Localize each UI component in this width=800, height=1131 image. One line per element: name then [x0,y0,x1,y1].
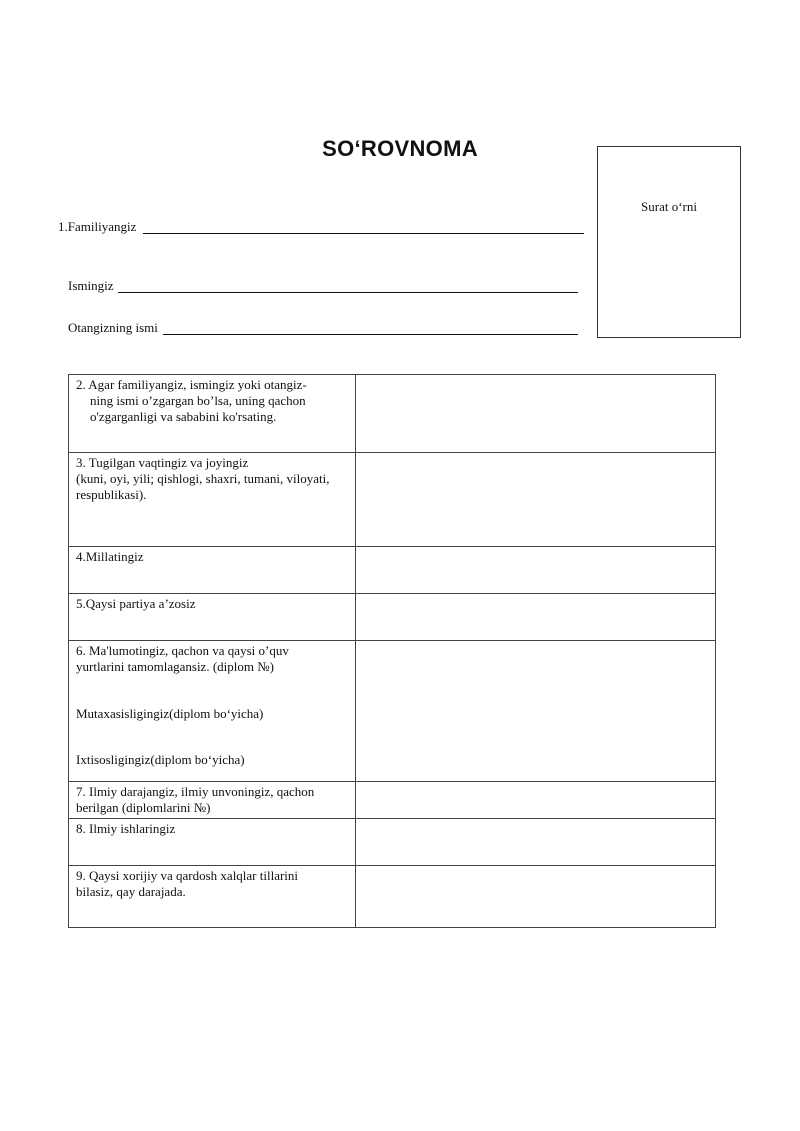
question-text: 8. Ilmiy ishlaringiz [76,821,176,836]
question-text: respublikasi). [76,487,147,502]
question-cell [69,375,356,453]
table-row [69,375,716,453]
question-cell [69,453,356,547]
photo-placeholder [597,146,741,338]
answer-cell[interactable] [356,819,716,866]
page-title: SO‘ROVNOMA [322,136,478,161]
question-text: 4.Millatingiz [76,549,144,564]
table-row [69,782,716,819]
patronymic-input-line[interactable] [163,334,578,335]
question-text: 6. Ma'lumotingiz, qachon va qaysi o’quv [76,643,289,658]
answer-cell[interactable] [356,594,716,641]
name-label: Ismingiz [68,278,114,293]
question-text: 2. Agar familiyangiz, ismingiz yoki otangiz- [76,377,307,392]
question-cell [69,866,356,928]
questionnaire-table [68,374,716,928]
question-cell [69,547,356,594]
table-row [69,594,716,641]
question-text: yurtlarini tamomlagansiz. (diplom №) [76,659,274,674]
patronymic-label: Otangizning ismi [68,320,158,335]
question-text: (kuni, oyi, yili; qishlogi, shaxri, tumani, viloyati, [76,471,330,486]
question-text: 5.Qaysi partiya a’zosiz [76,596,196,611]
question-text: 9. Qaysi xorijiy va qardosh xalqlar tillarini [76,868,299,883]
question-text: o'zgarganligi va sababini ko'rsating. [90,409,277,424]
question-cell [69,594,356,641]
table-row [69,819,716,866]
name-input-line[interactable] [118,292,578,293]
question-cell [69,819,356,866]
question-text: 3. Tugilgan vaqtingiz va joyingiz [76,455,249,470]
surname-label: 1.Familiyangiz [58,219,137,234]
specialty-label: Mutaxasisligingiz(diplom bo‘yicha) [76,706,264,721]
answer-cell[interactable] [356,375,716,453]
surname-input-line[interactable] [143,233,584,234]
question-text: berilgan (diplomlarini №) [76,800,211,815]
question-text: ning ismi o’zgargan bo’lsa, uning qachon [90,393,306,408]
answer-cell[interactable] [356,547,716,594]
question-cell [69,782,356,819]
table-row [69,641,716,782]
table-row [69,453,716,547]
table-row [69,866,716,928]
answer-cell[interactable] [356,866,716,928]
table-row [69,547,716,594]
photo-label: Surat o‘rni [641,199,697,214]
answer-cell[interactable] [356,641,716,782]
question-text: bilasiz, qay darajada. [76,884,186,899]
answer-cell[interactable] [356,453,716,547]
question-text: 7. Ilmiy darajangiz, ilmiy unvoningiz, qachon [76,784,315,799]
specialization-label: Ixtisosligingiz(diplom bo‘yicha) [76,752,245,767]
question-cell [69,641,356,782]
answer-cell[interactable] [356,782,716,819]
